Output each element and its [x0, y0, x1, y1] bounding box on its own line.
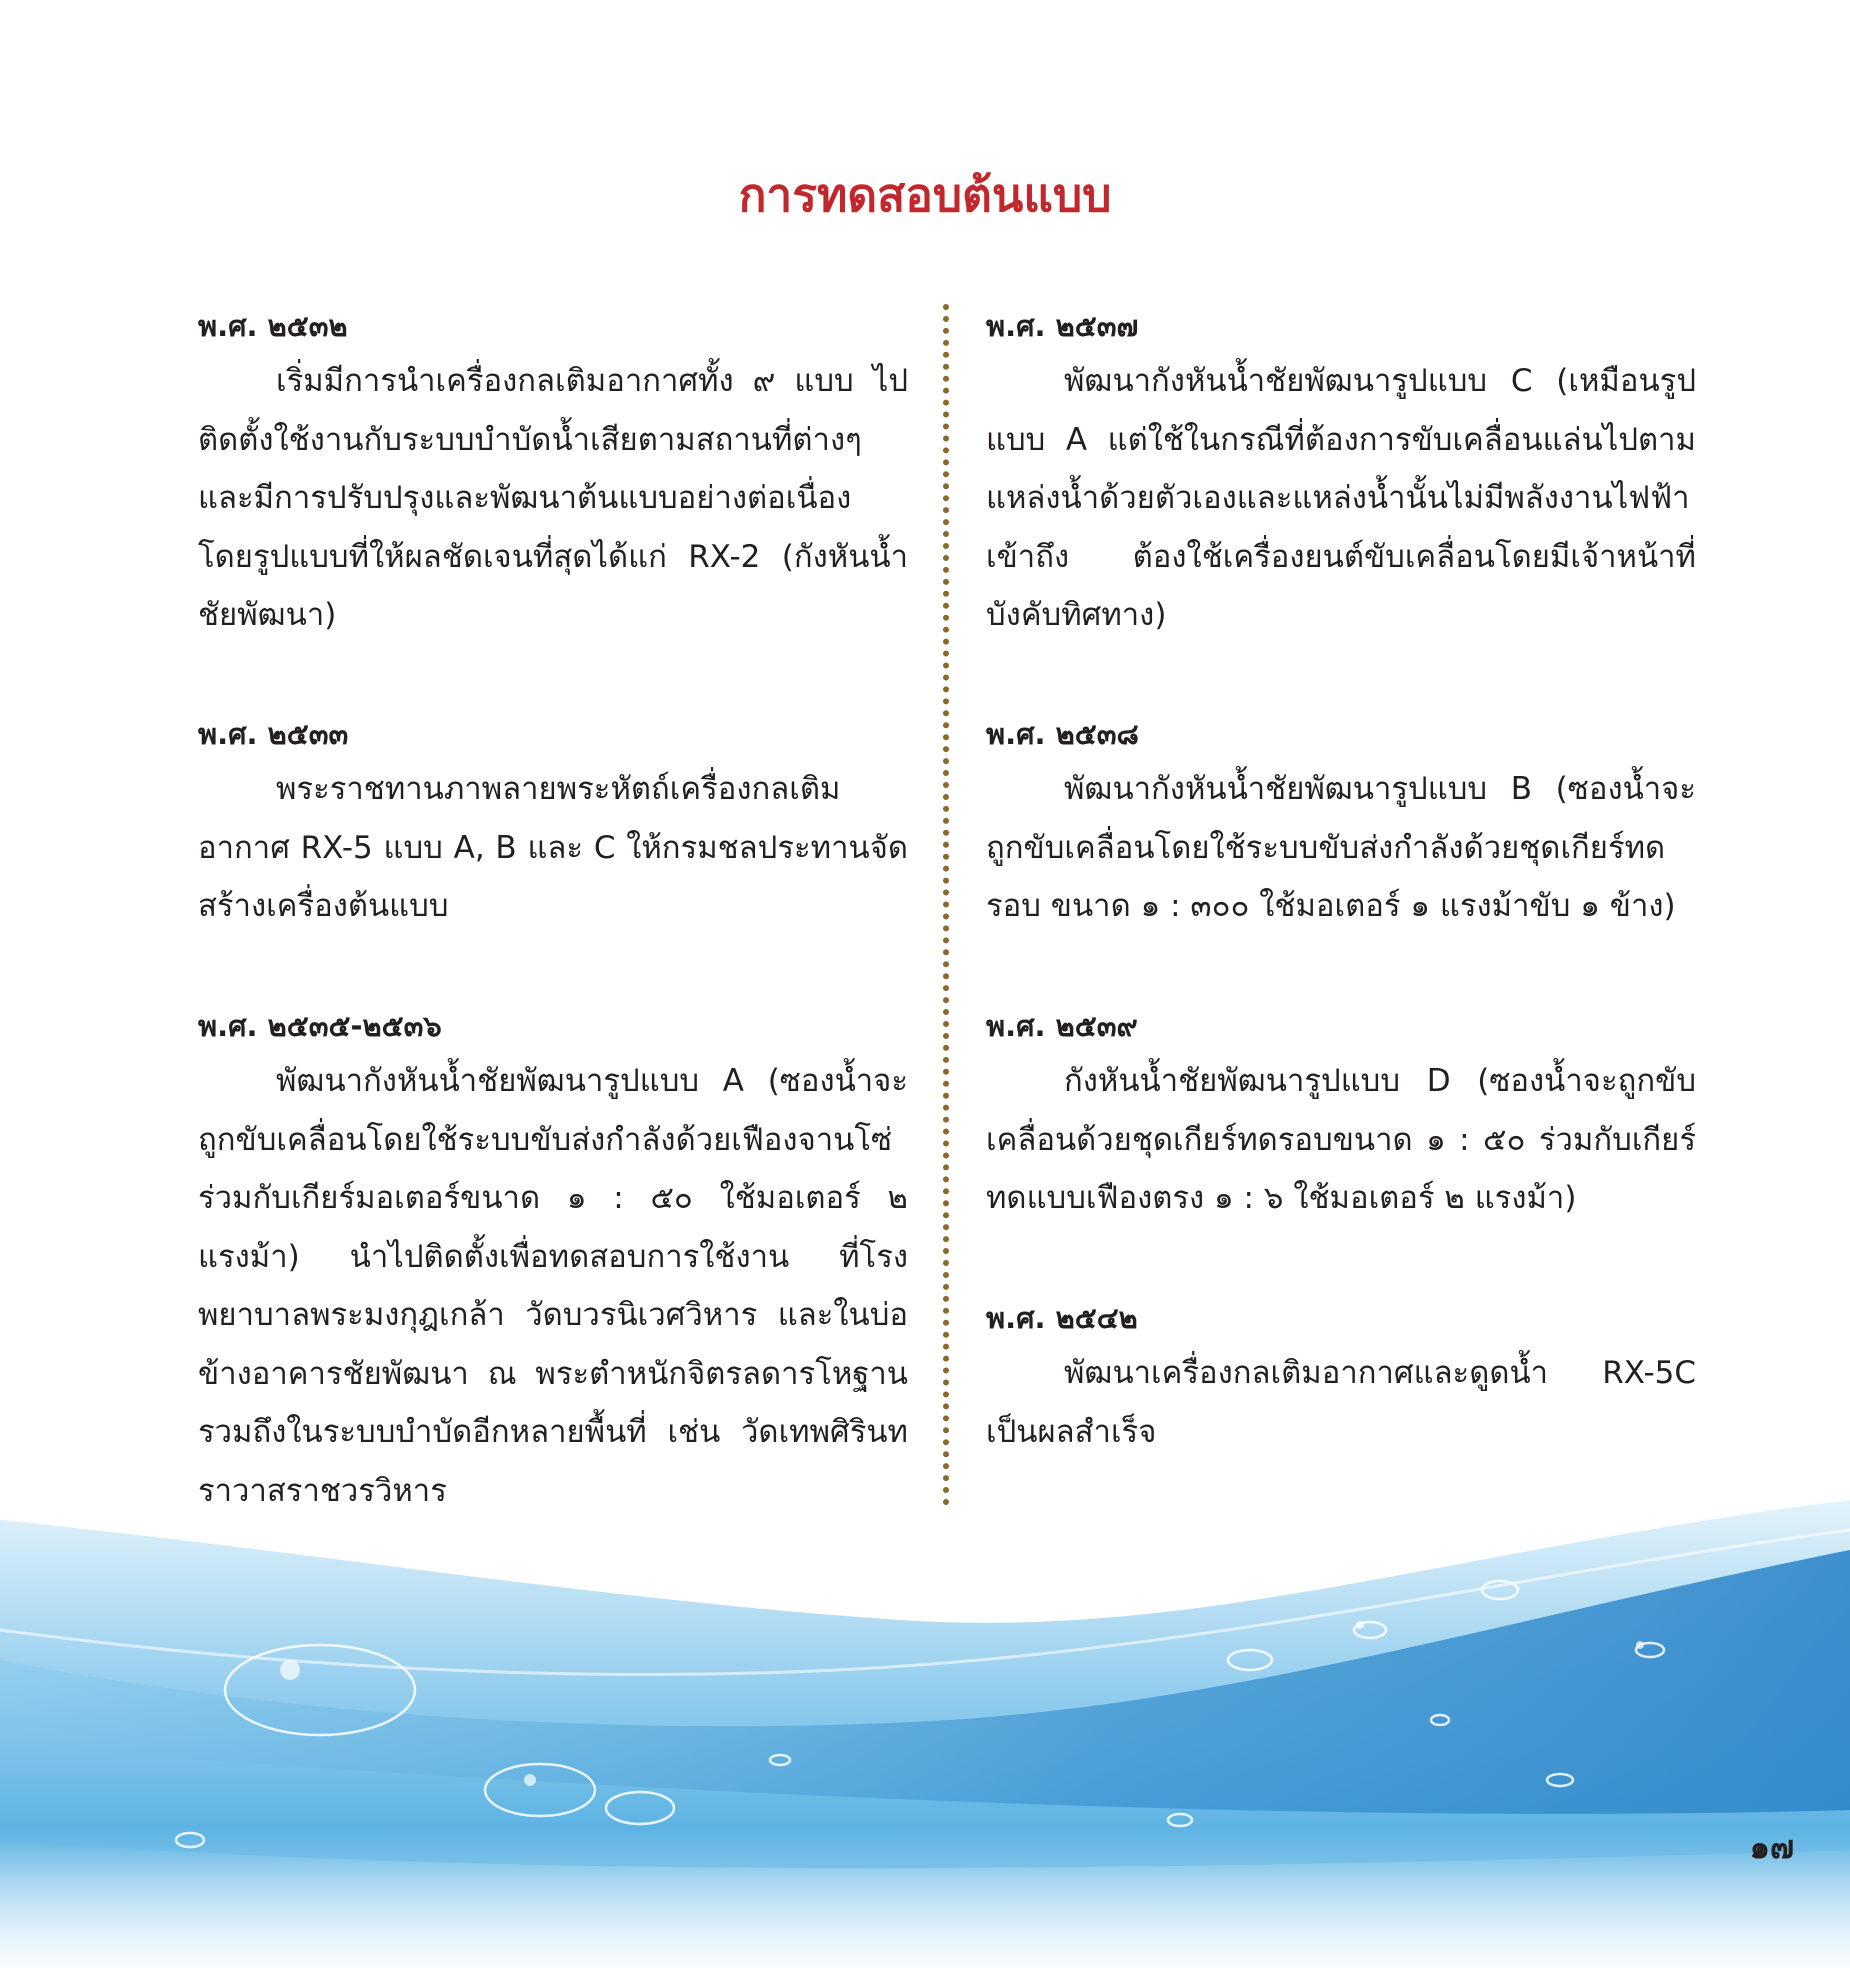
timeline-entry-2532	[198, 300, 908, 645]
timeline-entry-2535-2536	[198, 1000, 908, 1520]
entry-text: พัฒนากังหันน้ำชัยพัฒนารูปแบบ C (เหมือนรูปแบบ A แต่ใช้ในกรณีที่ต้องการขับเคลื่อนแล่นไปตามแหล่งน้ำด้วยตัวเองและแหล่งน้ำนั้นไม่มีพลังงานไฟฟ้าเข้าถึง ต้องใช้เครื่องยนต์ขับเคลื่อนโดยมีเจ้าหน้าที่บังคับทิศทาง)	[986, 363, 1696, 633]
water-wave-illustration	[0, 1490, 1850, 1968]
timeline-entry-2542	[986, 1292, 1696, 1461]
timeline-entry-2539	[986, 1000, 1696, 1228]
page-title: การทดสอบต้นแบบ	[738, 168, 1112, 222]
entry-year: พ.ศ. ๒๕๓๘	[986, 717, 1139, 751]
timeline-entry-2537	[986, 300, 1696, 645]
entry-year: พ.ศ. ๒๕๓๗	[986, 309, 1139, 343]
column-divider	[943, 304, 949, 1506]
entry-year: พ.ศ. ๒๕๔๒	[986, 1301, 1138, 1335]
entry-year: พ.ศ. ๒๕๓๒	[198, 309, 348, 343]
timeline-entry-2538	[986, 708, 1696, 936]
entry-text: พระราชทานภาพลายพระหัตถ์เครื่องกลเติมอากาศ RX-5 แบบ A, B และ C ให้กรมชลประทานจัดสร้างเครื่องต้นแบบ	[198, 771, 908, 924]
entry-text: เริ่มมีการนำเครื่องกลเติมอากาศทั้ง ๙ แบบ ไปติดตั้งใช้งานกับระบบบำบัดน้ำเสียตามสถานที่ต่างๆ และมีการปรับปรุงและพัฒนาต้นแบบอย่างต่อเนื่อง โดยรูปแบบที่ให้ผลชัดเจนที่สุดได้แก่ RX-2 (กังหันน้ำชัยพัฒนา)	[198, 363, 908, 633]
entry-text: พัฒนาเครื่องกลเติมอากาศและดูดน้ำ RX-5C เป็นผลสำเร็จ	[986, 1355, 1696, 1450]
entry-year: พ.ศ. ๒๕๓๕-๒๕๓๖	[198, 1009, 442, 1043]
page-number: ๑๗	[1749, 1828, 1794, 1866]
timeline-entry-2533	[198, 708, 908, 936]
entry-text: พัฒนากังหันน้ำชัยพัฒนารูปแบบ A (ซองน้ำจะถูกขับเคลื่อนโดยใช้ระบบขับส่งกำลังด้วยเฟืองจานโซ่ร่วมกับเกียร์มอเตอร์ขนาด ๑ : ๕๐ ใช้มอเตอร์ ๒ แรงม้า) นำไปติดตั้งเพื่อทดสอบการใช้งาน ที่โรงพยาบาลพระมงกุฎเกล้า วัดบวรนิเวศวิหาร และในบ่อข้างอาคารชัยพัฒนา ณ พระตำหนักจิตรลดารโหฐาน รวมถึงในระบบบำบัดอีกหลายพื้นที่ เช่น วัดเทพศิรินทราวาสราชวรวิหาร	[198, 1063, 908, 1509]
entry-year: พ.ศ. ๒๕๓๙	[986, 1009, 1138, 1043]
entry-text: พัฒนากังหันน้ำชัยพัฒนารูปแบบ B (ซองน้ำจะถูกขับเคลื่อนโดยใช้ระบบขับส่งกำลังด้วยชุดเกียร์ทดรอบ ขนาด ๑ : ๓๐๐ ใช้มอเตอร์ ๑ แรงม้าขับ ๑ ข้าง)	[986, 771, 1696, 924]
entry-year: พ.ศ. ๒๕๓๓	[198, 717, 349, 751]
entry-text: กังหันน้ำชัยพัฒนารูปแบบ D (ซองน้ำจะถูกขับเคลื่อนด้วยชุดเกียร์ทดรอบขนาด ๑ : ๕๐ ร่วมกับเกียร์ทดแบบเฟืองตรง ๑ : ๖ ใช้มอเตอร์ ๒ แรงม้า)	[986, 1063, 1696, 1216]
